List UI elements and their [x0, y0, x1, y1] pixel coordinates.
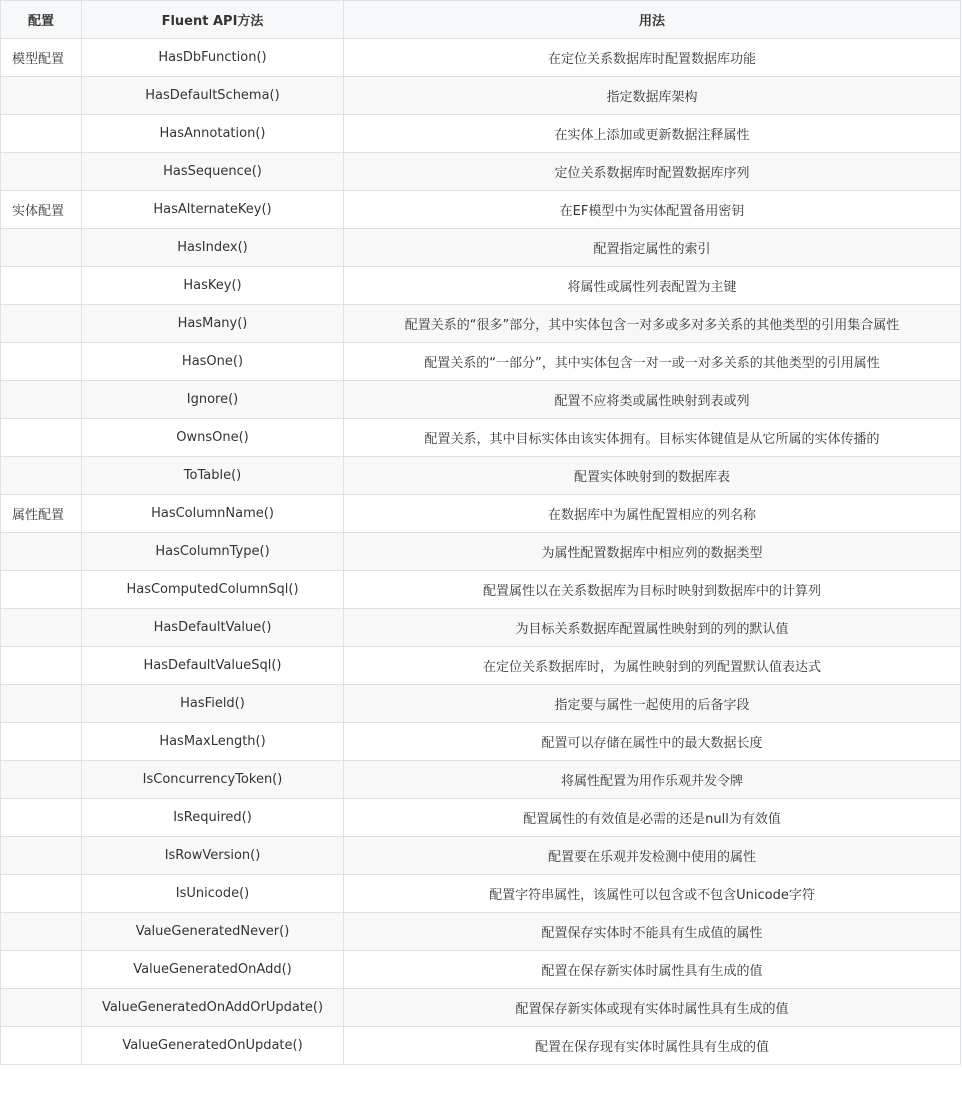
row-category-cell [1, 77, 82, 115]
row-category-cell [1, 875, 82, 913]
row-usage-cell: 将属性或属性列表配置为主键 [344, 267, 961, 305]
table-body [1, 39, 961, 1065]
row-usage-cell: 配置在保存新实体时属性具有生成的值 [344, 951, 961, 989]
header-method: Fluent API方法 [82, 1, 344, 39]
row-usage-cell: 在EF模型中为实体配置备用密钥 [344, 191, 961, 229]
row-method-cell: HasMany() [82, 305, 344, 343]
table-row [1, 913, 961, 951]
row-method-cell: IsRowVersion() [82, 837, 344, 875]
row-method-cell: ValueGeneratedNever() [82, 913, 344, 951]
table-row [1, 419, 961, 457]
table-row [1, 267, 961, 305]
table-row [1, 951, 961, 989]
row-category-cell [1, 267, 82, 305]
row-usage-cell: 在定位关系数据库时配置数据库功能 [344, 39, 961, 77]
table-row [1, 153, 961, 191]
row-usage-cell: 配置保存新实体或现有实体时属性具有生成的值 [344, 989, 961, 1027]
row-method-cell: HasDefaultValueSql() [82, 647, 344, 685]
row-category-cell [1, 723, 82, 761]
row-method-cell: HasColumnName() [82, 495, 344, 533]
row-usage-cell: 配置关系的“很多”部分，其中实体包含一对多或多对多关系的其他类型的引用集合属性 [344, 305, 961, 343]
row-category-cell [1, 381, 82, 419]
table-row [1, 609, 961, 647]
table-row [1, 837, 961, 875]
header-row [1, 1, 961, 39]
row-usage-cell: 配置要在乐观并发检测中使用的属性 [344, 837, 961, 875]
table-row [1, 799, 961, 837]
row-category-cell [1, 305, 82, 343]
row-method-cell: HasKey() [82, 267, 344, 305]
row-method-cell: HasColumnType() [82, 533, 344, 571]
row-category-cell [1, 685, 82, 723]
table-row [1, 305, 961, 343]
row-usage-cell: 配置可以存储在属性中的最大数据长度 [344, 723, 961, 761]
row-usage-cell: 在数据库中为属性配置相应的列名称 [344, 495, 961, 533]
row-category-cell: 模型配置 [1, 39, 82, 77]
table-row [1, 343, 961, 381]
row-category-cell [1, 1027, 82, 1065]
row-usage-cell: 在定位关系数据库时，为属性映射到的列配置默认值表达式 [344, 647, 961, 685]
table-row [1, 723, 961, 761]
row-usage-cell: 将属性配置为用作乐观并发令牌 [344, 761, 961, 799]
row-method-cell: HasIndex() [82, 229, 344, 267]
row-category-cell [1, 913, 82, 951]
row-usage-cell: 配置属性的有效值是必需的还是null为有效值 [344, 799, 961, 837]
row-category-cell [1, 989, 82, 1027]
table-row [1, 533, 961, 571]
header-usage: 用法 [344, 1, 961, 39]
table-row [1, 685, 961, 723]
table-row [1, 571, 961, 609]
table-row [1, 761, 961, 799]
row-usage-cell: 配置保存实体时不能具有生成值的属性 [344, 913, 961, 951]
row-method-cell: HasAnnotation() [82, 115, 344, 153]
row-method-cell: HasDefaultSchema() [82, 77, 344, 115]
row-method-cell: ToTable() [82, 457, 344, 495]
row-usage-cell: 配置实体映射到的数据库表 [344, 457, 961, 495]
row-method-cell: HasMaxLength() [82, 723, 344, 761]
row-method-cell: HasDefaultValue() [82, 609, 344, 647]
row-usage-cell: 在实体上添加或更新数据注释属性 [344, 115, 961, 153]
row-category-cell [1, 571, 82, 609]
table-row [1, 1027, 961, 1065]
table-row [1, 875, 961, 913]
row-category-cell [1, 343, 82, 381]
table-row [1, 457, 961, 495]
table-row [1, 647, 961, 685]
row-category-cell [1, 115, 82, 153]
row-usage-cell: 配置在保存现有实体时属性具有生成的值 [344, 1027, 961, 1065]
row-category-cell [1, 799, 82, 837]
row-category-cell: 实体配置 [1, 191, 82, 229]
table-row [1, 229, 961, 267]
row-category-cell [1, 457, 82, 495]
table-row [1, 989, 961, 1027]
row-method-cell: HasOne() [82, 343, 344, 381]
row-method-cell: HasSequence() [82, 153, 344, 191]
table-row [1, 495, 961, 533]
row-category-cell [1, 837, 82, 875]
row-category-cell [1, 647, 82, 685]
row-method-cell: HasComputedColumnSql() [82, 571, 344, 609]
row-usage-cell: 配置关系的“一部分”，其中实体包含一对一或一对多关系的其他类型的引用属性 [344, 343, 961, 381]
row-usage-cell: 配置属性以在关系数据库为目标时映射到数据库中的计算列 [344, 571, 961, 609]
row-method-cell: HasField() [82, 685, 344, 723]
header-config: 配置 [1, 1, 82, 39]
row-usage-cell: 指定要与属性一起使用的后备字段 [344, 685, 961, 723]
table-row [1, 381, 961, 419]
table-row [1, 39, 961, 77]
table-row [1, 115, 961, 153]
row-category-cell [1, 153, 82, 191]
row-usage-cell: 定位关系数据库时配置数据库序列 [344, 153, 961, 191]
row-method-cell: ValueGeneratedOnAddOrUpdate() [82, 989, 344, 1027]
row-method-cell: IsUnicode() [82, 875, 344, 913]
row-usage-cell: 配置不应将类或属性映射到表或列 [344, 381, 961, 419]
row-method-cell: HasDbFunction() [82, 39, 344, 77]
row-usage-cell: 配置指定属性的索引 [344, 229, 961, 267]
table-header [1, 1, 961, 39]
row-method-cell: IsRequired() [82, 799, 344, 837]
row-method-cell: IsConcurrencyToken() [82, 761, 344, 799]
row-method-cell: Ignore() [82, 381, 344, 419]
row-method-cell: HasAlternateKey() [82, 191, 344, 229]
row-usage-cell: 配置关系，其中目标实体由该实体拥有。目标实体键值是从它所属的实体传播的 [344, 419, 961, 457]
row-method-cell: ValueGeneratedOnAdd() [82, 951, 344, 989]
row-usage-cell: 为属性配置数据库中相应列的数据类型 [344, 533, 961, 571]
row-usage-cell: 为目标关系数据库配置属性映射到的列的默认值 [344, 609, 961, 647]
row-category-cell [1, 533, 82, 571]
row-category-cell [1, 229, 82, 267]
row-category-cell [1, 609, 82, 647]
row-category-cell [1, 761, 82, 799]
row-category-cell [1, 419, 82, 457]
row-usage-cell: 指定数据库架构 [344, 77, 961, 115]
row-category-cell: 属性配置 [1, 495, 82, 533]
row-usage-cell: 配置字符串属性，该属性可以包含或不包含Unicode字符 [344, 875, 961, 913]
row-method-cell: ValueGeneratedOnUpdate() [82, 1027, 344, 1065]
row-category-cell [1, 951, 82, 989]
table-row [1, 191, 961, 229]
row-method-cell: OwnsOne() [82, 419, 344, 457]
table-row [1, 77, 961, 115]
